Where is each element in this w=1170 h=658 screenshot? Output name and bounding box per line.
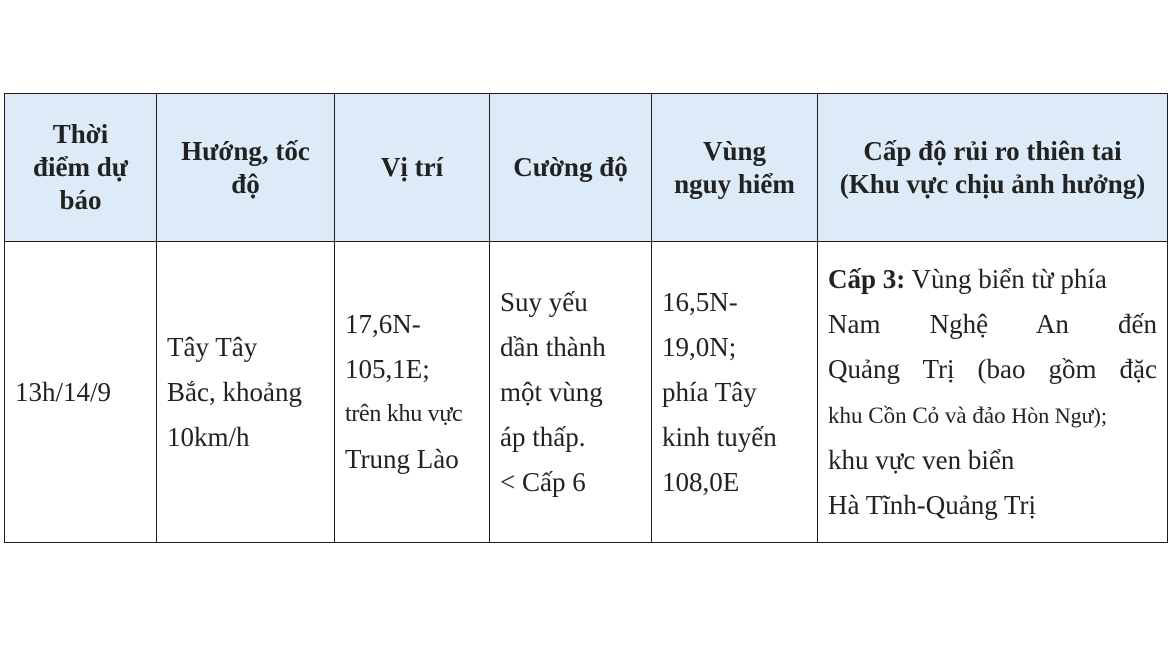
risk-line-1: Cấp 3: Vùng biển từ phía [828,263,1107,294]
cell-danger-zone: 16,5N- 19,0N; phía Tây kinh tuyến 108,0E [652,242,818,543]
header-row [5,94,1168,242]
header-intensity: Cường độ [490,94,652,242]
risk-level-label: Cấp 3: [828,263,906,294]
header-time: Thời điểm dự báo [5,94,157,242]
header-direction: Hướng, tốc độ [157,94,335,242]
table-row [5,242,1168,543]
forecast-table [4,93,1168,543]
cell-position: 17,6N- 105,1E; trên khu vực Trung Lào [335,242,490,543]
header-position: Vị trí [335,94,490,242]
cell-intensity: Suy yếu dần thành một vùng áp thấp. < Cấp 6 [490,242,652,543]
cell-risk-level: Cấp 3: Vùng biển từ phía Nam Nghệ An đến Quảng Trị (bao gồm đặc khu Cồn Cỏ và đảo Hòn Ngư); khu vực ven biển Hà Tĩnh-Quảng Trị [818,242,1168,543]
risk-line-4: khu Cồn Cỏ và đảo Hòn Ngư); [828,402,1107,428]
header-danger-zone: Vùng nguy hiểm [652,94,818,242]
cell-direction: Tây Tây Bắc, khoảng 10km/h [157,242,335,543]
cell-time: 13h/14/9 [5,242,157,543]
header-risk-level: Cấp độ rủi ro thiên tai (Khu vực chịu ảnh hưởng) [818,94,1168,242]
